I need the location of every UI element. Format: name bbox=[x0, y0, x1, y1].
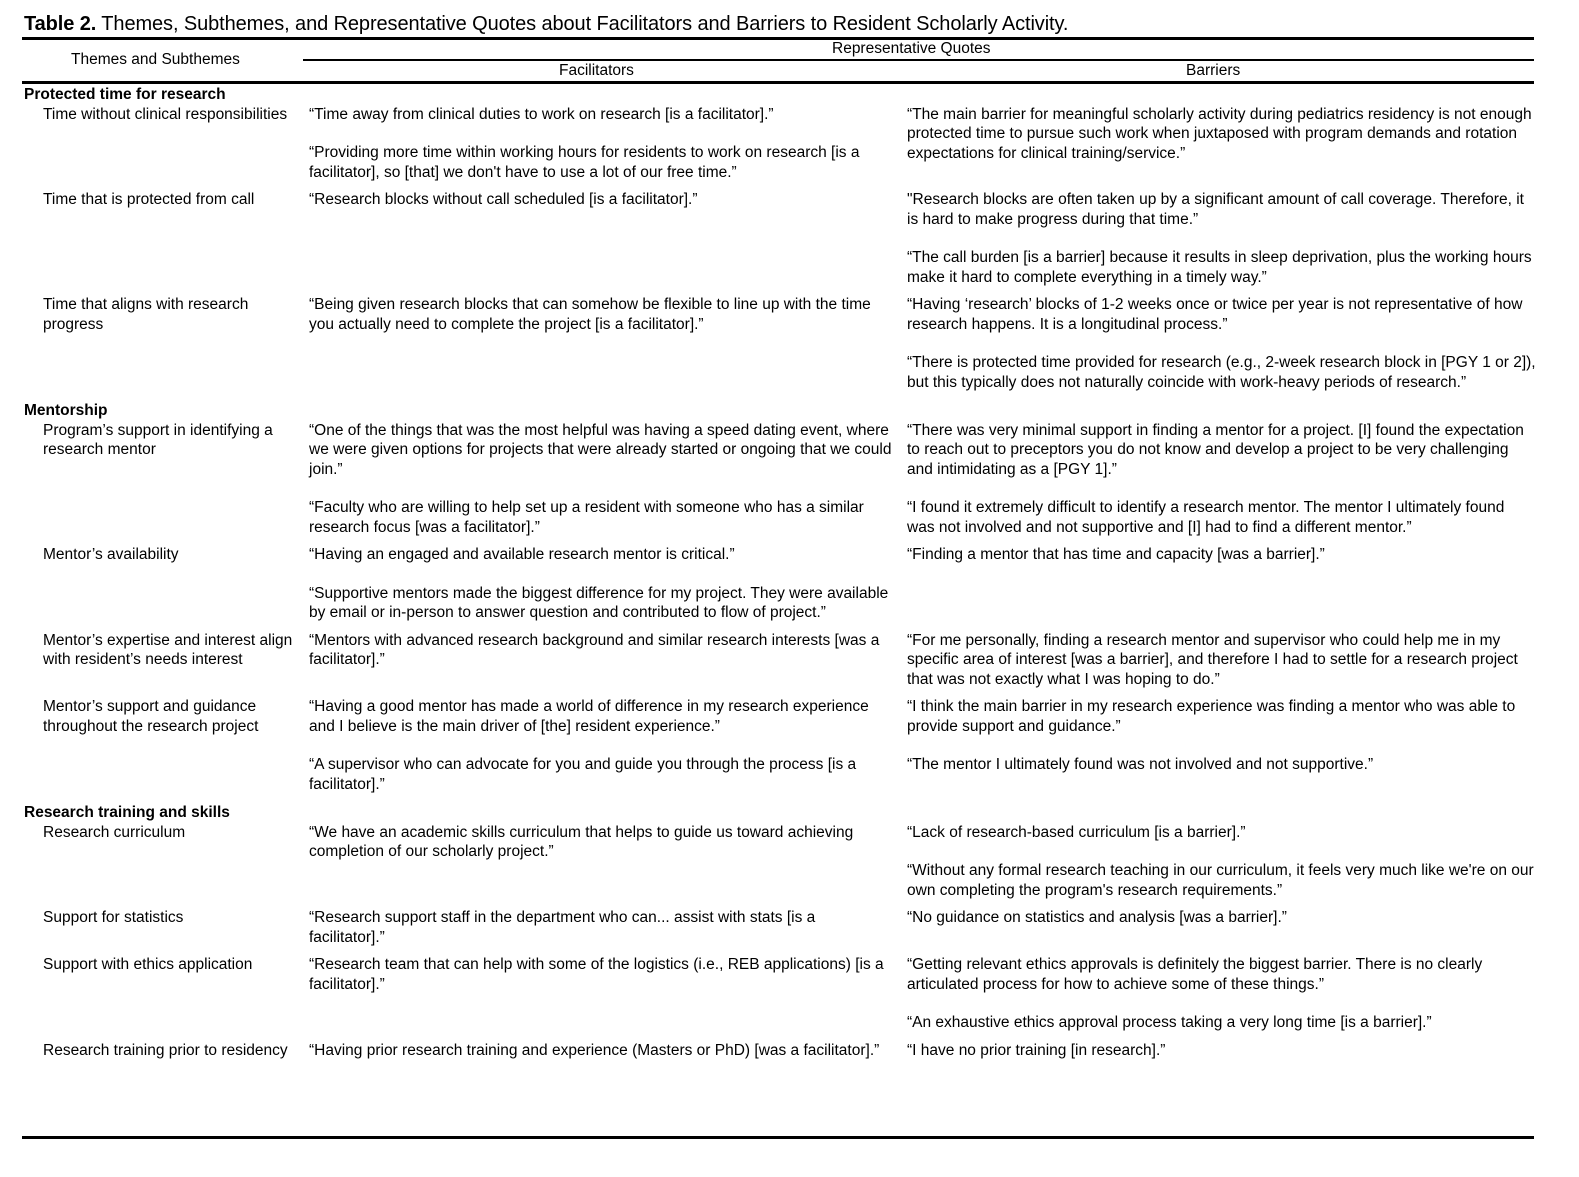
barriers-cell bbox=[905, 823, 1536, 909]
barriers-cell bbox=[905, 190, 1536, 295]
theme-title: Protected time for research bbox=[24, 86, 226, 103]
subtheme-row bbox=[24, 1041, 1536, 1069]
barriers-cell bbox=[905, 908, 1536, 955]
subtheme-row bbox=[24, 697, 1536, 802]
facilitators-cell bbox=[309, 908, 905, 955]
subtheme-name: Mentor’s availability bbox=[43, 546, 179, 563]
barriers-cell bbox=[905, 631, 1536, 698]
subtheme-row bbox=[24, 295, 1536, 400]
barrier-quote: “No guidance on statistics and analysis [was a barrier].” bbox=[907, 909, 1287, 926]
barrier-quote: "Research blocks are often taken up by a significant amount of call coverage. Therefore, it is hard to make progress during that time.” bbox=[907, 191, 1524, 228]
table-caption bbox=[24, 13, 1068, 36]
subtheme-name: Time that aligns with research progress bbox=[43, 296, 249, 333]
subtheme-name: Mentor’s support and guidance throughout the research project bbox=[43, 698, 259, 735]
bottom-rule bbox=[22, 1136, 1534, 1139]
header-themes-and-subthemes: Themes and Subthemes bbox=[71, 51, 240, 68]
facilitator-quote: “Time away from clinical duties to work on research [is a facilitator].” bbox=[309, 105, 774, 123]
table-caption-text: Themes, Subthemes, and Representative Quotes about Facilitators and Barriers to Resident Scholarly Activity. bbox=[96, 13, 1069, 35]
facilitators-cell bbox=[309, 697, 905, 802]
subtheme-name: Mentor’s expertise and interest align with resident’s needs interest bbox=[43, 631, 293, 668]
theme-row bbox=[24, 802, 1536, 823]
barriers-cell bbox=[905, 421, 1536, 546]
barrier-quote: “Getting relevant ethics approvals is definitely the biggest barrier. There is no clearly articulated process for how to achieve some of these things.” bbox=[907, 956, 1483, 993]
barriers-cell bbox=[905, 955, 1536, 1041]
barrier-quote: “Lack of research-based curriculum [is a barrier].” bbox=[907, 823, 1246, 841]
quotes-group-rule bbox=[303, 59, 1534, 61]
barrier-quote: “I found it extremely difficult to identify a research mentor. The mentor I ultimately found was not involved and not supportive and [I] had to find a different mentor.” bbox=[907, 499, 1505, 536]
barrier-quote: “I have no prior training [in research].” bbox=[907, 1041, 1166, 1059]
subtheme-name: Support for statistics bbox=[43, 909, 184, 926]
facilitators-cell bbox=[309, 955, 905, 1041]
subtheme-name: Research training prior to residency bbox=[43, 1041, 288, 1059]
barrier-quote: “There is protected time provided for research (e.g., 2-week research block in [PGY 1 or 2]), but this typically does not naturally coincide with work-heavy periods of research.” bbox=[907, 354, 1536, 391]
facilitator-quote: “Research blocks without call scheduled [is a facilitator].” bbox=[309, 191, 698, 208]
header-facilitators: Facilitators bbox=[559, 62, 634, 79]
barriers-cell bbox=[905, 105, 1536, 191]
facilitator-quote: “Having an engaged and available research mentor is critical.” bbox=[309, 546, 735, 563]
subtheme-row bbox=[24, 545, 1536, 631]
quotes-table bbox=[24, 84, 1536, 1068]
barriers-cell bbox=[905, 545, 1536, 631]
theme-title: Research training and skills bbox=[24, 804, 230, 821]
facilitator-quote: “We have an academic skills curriculum that helps to guide us toward achieving completion of our scholarly project.” bbox=[309, 823, 854, 860]
subtheme-row bbox=[24, 823, 1536, 909]
theme-row bbox=[24, 84, 1536, 105]
barrier-quote: “An exhaustive ethics approval process taking a very long time [is a barrier].” bbox=[907, 1014, 1432, 1031]
barriers-cell bbox=[905, 295, 1536, 400]
facilitators-cell bbox=[309, 545, 905, 631]
barrier-quote: “Finding a mentor that has time and capacity [was a barrier].” bbox=[907, 546, 1325, 563]
barriers-cell bbox=[905, 1041, 1536, 1069]
top-rule bbox=[22, 37, 1534, 40]
barrier-quote: “For me personally, finding a research mentor and supervisor who could help me in my specific area of interest [was a barrier], and therefore I had to settle for a research project that was not exactly what I was hoping to do.” bbox=[907, 631, 1518, 688]
facilitator-quote: “Research support staff in the department who can... assist with stats [is a facilitator].” bbox=[309, 909, 816, 946]
subtheme-name: Time without clinical responsibilities bbox=[43, 105, 288, 123]
facilitator-quote: “Being given research blocks that can somehow be flexible to line up with the time you actually need to complete the project [is a facilitator].” bbox=[309, 296, 871, 333]
subtheme-name: Time that is protected from call bbox=[43, 191, 255, 208]
subtheme-row bbox=[24, 955, 1536, 1041]
facilitator-quote: “Research team that can help with some of the logistics (i.e., REB applications) [is a facilitator].” bbox=[309, 956, 884, 993]
subtheme-name: Program’s support in identifying a research mentor bbox=[43, 421, 273, 458]
facilitators-cell bbox=[309, 631, 905, 698]
barrier-quote: “I think the main barrier in my research experience was finding a mentor who was able to provide support and guidance.” bbox=[907, 698, 1516, 735]
barrier-quote: “There was very minimal support in finding a mentor for a project. [I] found the expectation to reach out to preceptors you do not know and develop a project to be very challenging and intimidating as a [PGY 1].” bbox=[907, 421, 1524, 478]
facilitator-quote: “Supportive mentors made the biggest difference for my project. They were available by email or in-person to answer question and contributed to flow of project.” bbox=[309, 584, 889, 621]
barriers-cell bbox=[905, 697, 1536, 802]
subtheme-row bbox=[24, 908, 1536, 955]
header-representative-quotes: Representative Quotes bbox=[832, 40, 991, 57]
barrier-quote: “The call burden [is a barrier] because it results in sleep deprivation, plus the working hours make it hard to complete everything in a timely way.” bbox=[907, 249, 1532, 286]
facilitator-quote: “Faculty who are willing to help set up a resident with someone who has a similar research focus [was a facilitator].” bbox=[309, 499, 864, 536]
header-barriers: Barriers bbox=[1186, 62, 1241, 79]
facilitators-cell bbox=[309, 190, 905, 295]
barrier-quote: “Without any formal research teaching in our curriculum, it feels very much like we're on our own completing the program's research requirements.” bbox=[907, 862, 1534, 899]
facilitators-cell bbox=[309, 1041, 905, 1069]
subtheme-name: Support with ethics application bbox=[43, 956, 253, 973]
barrier-quote: “Having ‘research’ blocks of 1-2 weeks once or twice per year is not representative of how research happens. It is a longitudinal process.” bbox=[907, 296, 1523, 333]
barrier-quote: “The mentor I ultimately found was not involved and not supportive.” bbox=[907, 756, 1374, 773]
facilitators-cell bbox=[309, 295, 905, 400]
facilitator-quote: “One of the things that was the most helpful was having a speed dating event, where we were given options for projects that were already started or ongoing that we could join.” bbox=[309, 421, 892, 478]
facilitator-quote: “Having prior research training and experience (Masters or PhD) [was a facilitator].” bbox=[309, 1041, 880, 1059]
facilitators-cell bbox=[309, 105, 905, 191]
subtheme-name: Research curriculum bbox=[43, 823, 186, 841]
theme-row bbox=[24, 400, 1536, 421]
subtheme-row bbox=[24, 421, 1536, 546]
facilitator-quote: “A supervisor who can advocate for you and guide you through the process [is a facilitator].” bbox=[309, 756, 857, 793]
subtheme-row bbox=[24, 631, 1536, 698]
theme-title: Mentorship bbox=[24, 402, 108, 419]
barrier-quote: “The main barrier for meaningful scholarly activity during pediatrics residency is not enough protected time to pursue such work when juxtaposed with program demands and rotation expectations for clinical training/service.” bbox=[907, 105, 1532, 162]
facilitator-quote: “Mentors with advanced research background and similar research interests [was a facilitator].” bbox=[309, 631, 880, 668]
facilitators-cell bbox=[309, 421, 905, 546]
facilitator-quote: “Having a good mentor has made a world of difference in my research experience and I believe is the main driver of [the] resident experience.” bbox=[309, 698, 869, 735]
facilitators-cell bbox=[309, 823, 905, 909]
table-caption-label: Table 2. bbox=[24, 13, 97, 35]
facilitator-quote: “Providing more time within working hours for residents to work on research [is a facilitator], so [that] we don't have to use a lot of our free time.” bbox=[309, 144, 860, 181]
subtheme-row bbox=[24, 190, 1536, 295]
subtheme-row bbox=[24, 105, 1536, 191]
quotes-table-body bbox=[24, 84, 1536, 1068]
